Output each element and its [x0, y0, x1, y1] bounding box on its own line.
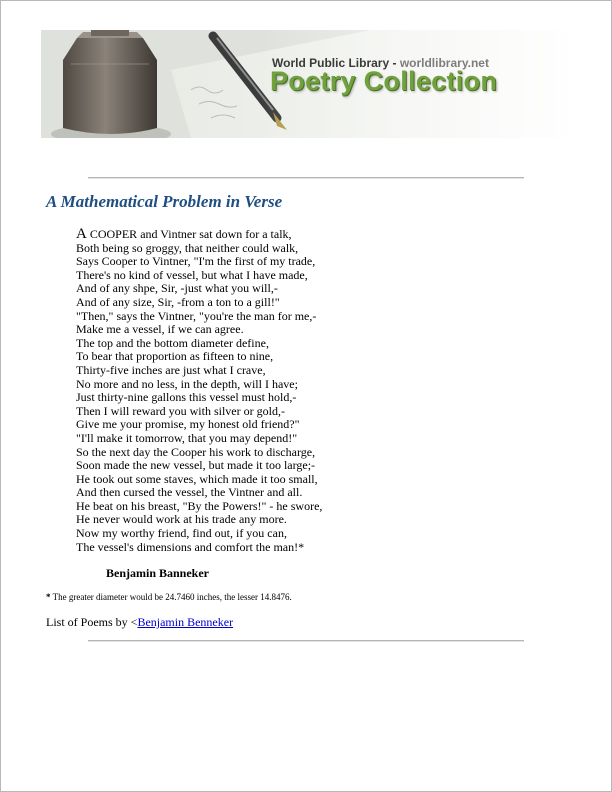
poem-line: He took out some staves, which made it too small, [76, 471, 318, 486]
header-banner [41, 30, 567, 138]
footnote [46, 592, 292, 602]
site-name: World Public Library [272, 56, 390, 70]
poem-line: Give me your promise, my honest old friend?" [76, 417, 300, 432]
poem-line: Soon made the new vessel, but made it too large;- [76, 458, 316, 473]
poem-line: He beat on his breast, "By the Powers!" - he swore, [76, 498, 323, 513]
poem-line: Just thirty-nine gallons this vessel must hold,- [76, 390, 297, 405]
poem-line: He never would work at his trade any more. [76, 512, 287, 527]
poem-line: Make me a vessel, if we can agree. [76, 322, 244, 337]
poem-line: Says Cooper to Vintner, "I'm the first of my trade, [76, 254, 316, 269]
poem-line: And then cursed the vessel, the Vintner and all. [76, 485, 303, 500]
poem-body [76, 228, 516, 554]
poem-line: The top and the bottom diameter define, [76, 335, 269, 350]
poem-line: And of any shpe, Sir, -just what you will,- [76, 281, 278, 296]
poem-line: The vessel's dimensions and comfort the man!* [76, 539, 305, 554]
poem-line: No more and no less, in the depth, will I have; [76, 376, 298, 391]
poem-line: So the next day the Cooper his work to discharge, [76, 444, 316, 459]
footnote-text: The greater diameter would be 24.7460 inches, the lesser 14.8476. [50, 592, 292, 602]
poem-line: To bear that proportion as fifteen to nine, [76, 349, 274, 364]
first-line-text: COOPER and Vintner sat down for a talk, [86, 227, 292, 241]
collection-title: Poetry Collection [270, 66, 498, 96]
poem-line: Both being so groggy, that neither could walk, [76, 240, 299, 255]
divider-bottom [88, 640, 524, 642]
poem-lines [76, 242, 516, 555]
divider-top [88, 177, 524, 179]
poem-line: "Then," says the Vintner, "you're the man for me,- [76, 308, 317, 323]
author-poems-link[interactable]: Benjamin Benneker [137, 615, 234, 629]
poems-list-prefix: List of Poems by < [46, 615, 138, 629]
poem-line: There's no kind of vessel, but what I have made, [76, 267, 308, 282]
drop-cap-letter: A [76, 226, 87, 242]
footnote-marker: * [46, 592, 51, 602]
poem-author: Benjamin Banneker [106, 566, 210, 580]
poem-line: Thirty-five inches are just what I crave, [76, 362, 266, 377]
poems-list-line [46, 615, 233, 630]
site-url: worldlibrary.net [399, 56, 489, 70]
poem-line: And of any size, Sir, -from a ton to a gill!" [76, 294, 280, 309]
poem-first-line [76, 228, 516, 242]
poem-line: Then I will reward you with silver or gold,- [76, 403, 285, 418]
poem-line: "I'll make it tomorrow, that you may depend!" [76, 430, 298, 445]
poem-title: A Mathematical Problem in Verse [46, 192, 283, 211]
poem-line: Now my worthy friend, find out, if you can, [76, 526, 287, 541]
site-separator: - [389, 56, 400, 70]
